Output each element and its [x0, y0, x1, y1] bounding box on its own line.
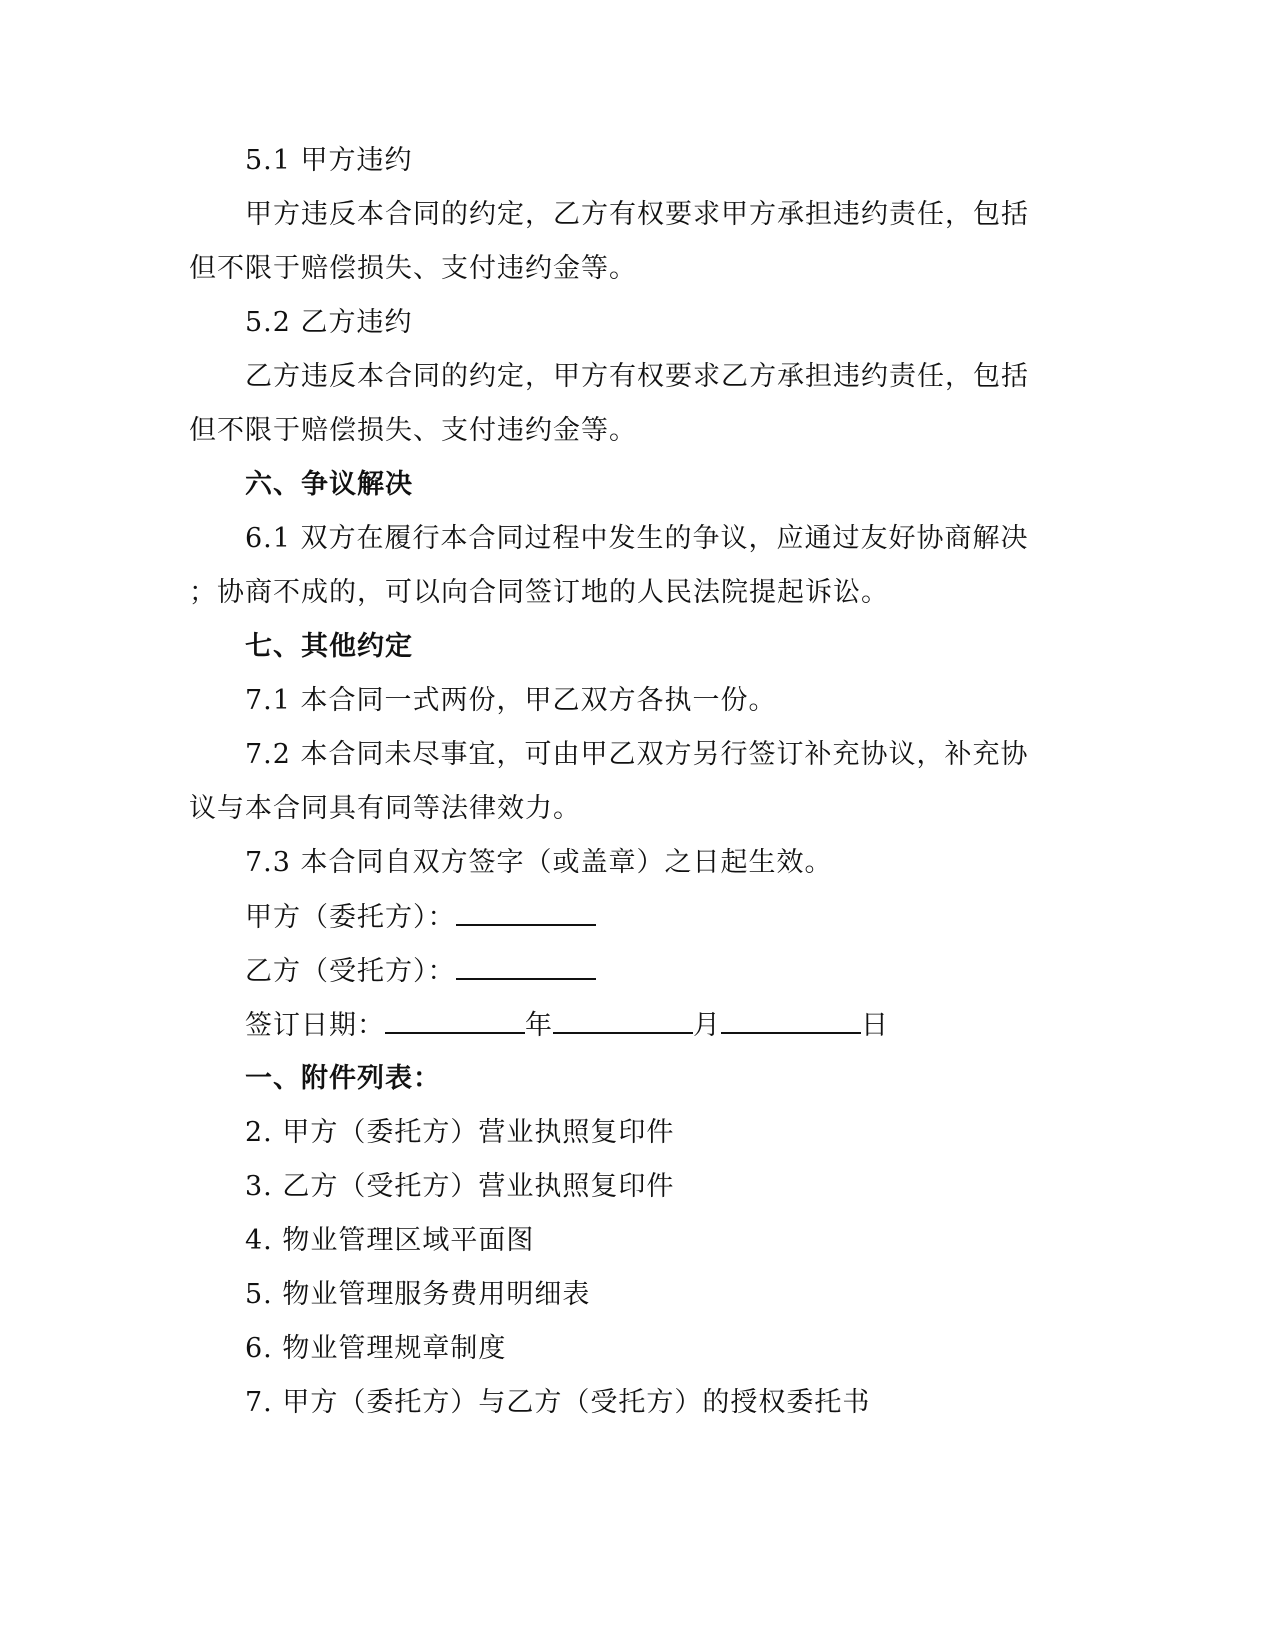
attachment-item: 4. 物业管理区域平面图 [245, 1225, 535, 1256]
party-b-signature-row [245, 954, 596, 989]
section-6-heading: 六、争议解决 [245, 469, 413, 500]
clause-5-1-text-line1: 甲方违反本合同的约定，乙方有权要求甲方承担违约责任，包括 [245, 199, 1029, 230]
clause-5-1-text-line2: 但不限于赔偿损失、支付违约金等。 [189, 253, 637, 284]
attachment-item: 6. 物业管理规章制度 [245, 1333, 507, 1364]
party-a-signature-row [245, 900, 596, 935]
clause-7-3: 7.3 本合同自双方签字（或盖章）之日起生效。 [245, 847, 833, 878]
clause-7-2-line2: 议与本合同具有同等法律效力。 [189, 793, 581, 824]
attachment-item: 3. 乙方（受托方）营业执照复印件 [245, 1171, 675, 1202]
clause-5-2-title: 5.2 乙方违约 [245, 307, 413, 338]
clause-6-1-line2: ；协商不成的，可以向合同签订地的人民法院提起诉讼。 [189, 577, 889, 608]
clause-5-2-text-line1: 乙方违反本合同的约定，甲方有权要求乙方承担违约责任，包括 [245, 361, 1029, 392]
clause-5-1-title: 5.1 甲方违约 [245, 145, 413, 176]
party-a-blank-line [456, 900, 596, 926]
attachment-item: 2. 甲方（委托方）营业执照复印件 [245, 1117, 675, 1148]
attachment-item: 5. 物业管理服务费用明细表 [245, 1279, 591, 1310]
clause-6-1-line1: 6.1 双方在履行本合同过程中发生的争议，应通过友好协商解决 [245, 523, 1029, 554]
clause-5-2-text-line2: 但不限于赔偿损失、支付违约金等。 [189, 415, 637, 446]
section-7-heading: 七、其他约定 [245, 631, 413, 662]
clause-7-1: 7.1 本合同一式两份，甲乙双方各执一份。 [245, 685, 777, 716]
year-label: 年 [525, 1010, 553, 1041]
attachment-item: 7. 甲方（委托方）与乙方（受托方）的授权委托书 [245, 1387, 871, 1418]
party-b-blank-line [456, 954, 596, 980]
signing-date-row [245, 1008, 889, 1043]
day-blank-line [721, 1008, 861, 1034]
day-label: 日 [861, 1010, 889, 1041]
date-label: 签订日期： [245, 1010, 385, 1041]
party-a-label: 甲方（委托方）： [245, 902, 456, 933]
attachments-heading: 一、附件列表： [245, 1063, 441, 1094]
year-blank-line [385, 1008, 525, 1034]
party-b-label: 乙方（受托方）： [245, 956, 456, 987]
clause-7-2-line1: 7.2 本合同未尽事宜，可由甲乙双方另行签订补充协议，补充协 [245, 739, 1029, 770]
month-blank-line [553, 1008, 693, 1034]
month-label: 月 [693, 1010, 721, 1041]
